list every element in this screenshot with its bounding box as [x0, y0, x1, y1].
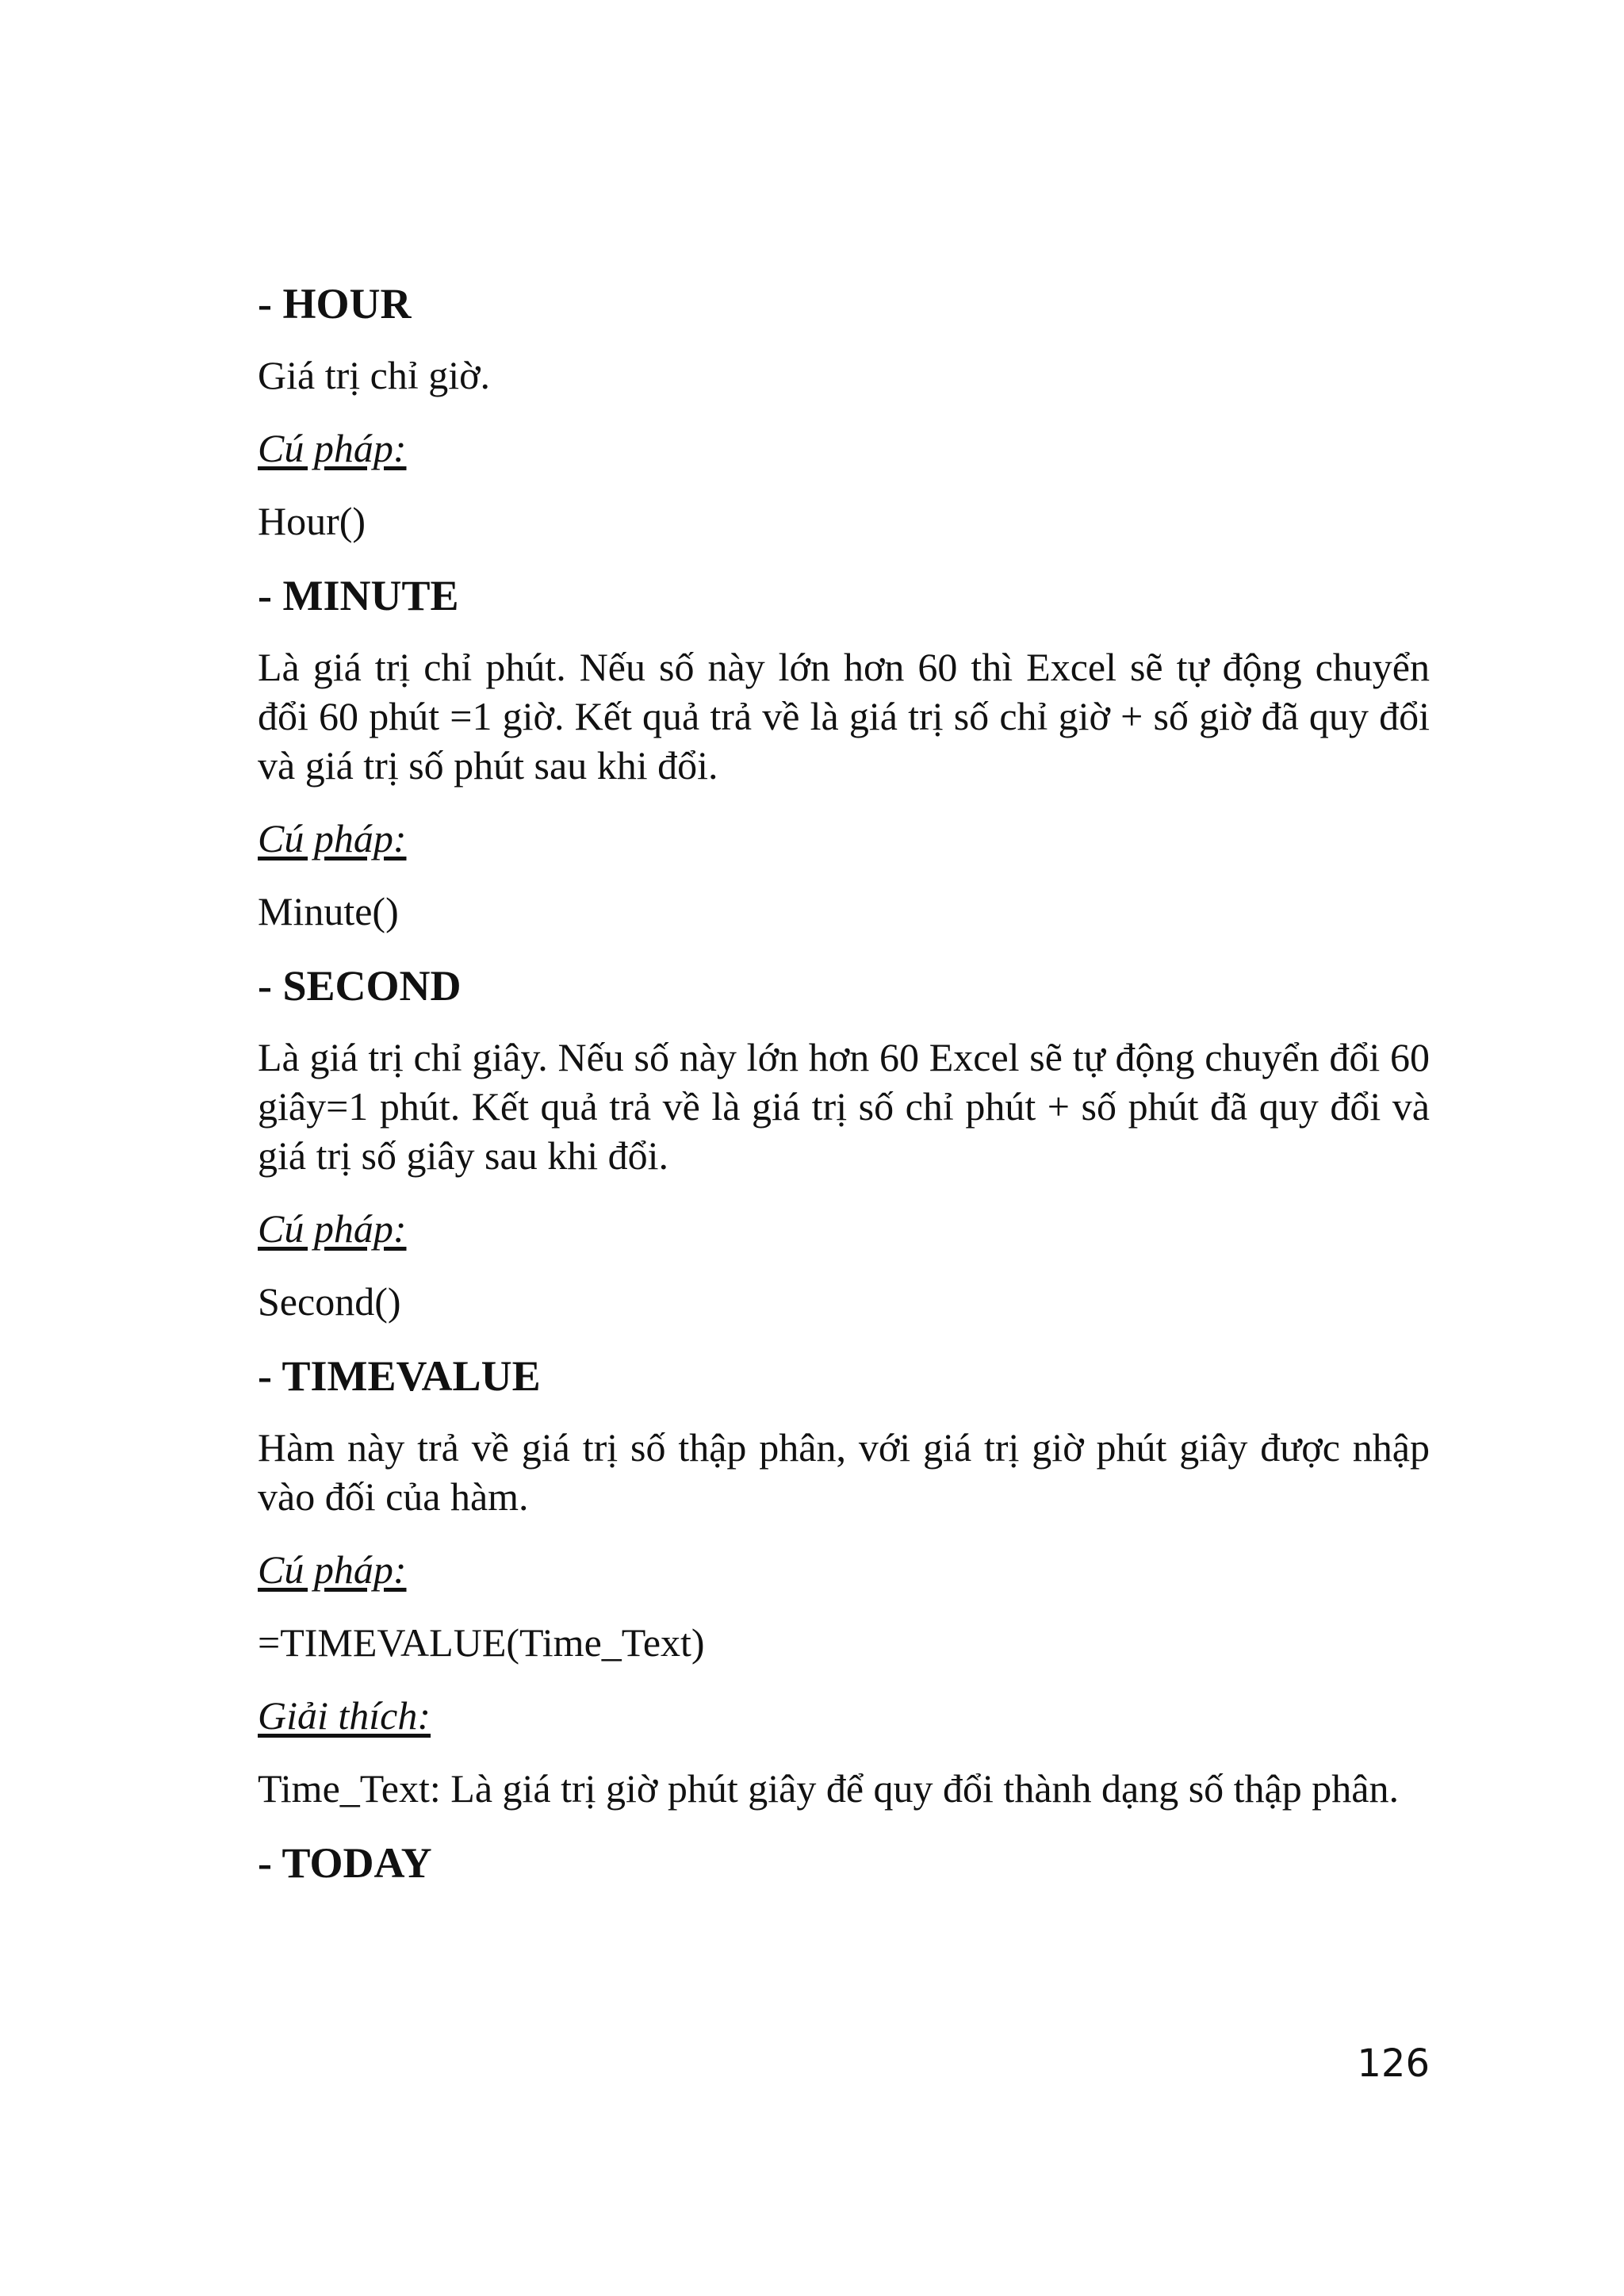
timevalue-syntax: =TIMEVALUE(Time_Text)	[258, 1620, 705, 1665]
second-syntax: Second()	[258, 1279, 401, 1324]
hour-description: Giá trị chỉ giờ.	[258, 353, 491, 397]
today-heading: - TODAY	[258, 1839, 432, 1887]
timevalue-explanation-label: Giải thích:	[258, 1693, 431, 1738]
timevalue-explanation: Time_Text: Là giá trị giờ phút giây để quy đổi thành dạng số thập phân.	[258, 1766, 1399, 1811]
page-content	[258, 278, 1430, 1910]
minute-syntax: Minute()	[258, 889, 399, 933]
hour-heading: - HOUR	[258, 280, 412, 328]
timevalue-syntax-label: Cú pháp:	[258, 1547, 407, 1592]
hour-syntax-label: Cú pháp:	[258, 426, 407, 470]
page-number: 126	[1357, 2041, 1430, 2086]
timevalue-description: Hàm này trả về giá trị số thập phân, với giá trị giờ phút giây được nhập vào đối của hàm.	[258, 1425, 1430, 1519]
minute-description: Là giá trị chỉ phút. Nếu số này lớn hơn 60 thì Excel sẽ tự động chuyển đổi 60 phút =1 giờ. Kết quả trả về là giá trị số chỉ giờ + số giờ đã quy đổi và giá trị số phút sau khi đổi.	[258, 645, 1430, 788]
minute-heading: - MINUTE	[258, 572, 459, 619]
hour-syntax: Hour()	[258, 499, 366, 543]
second-heading: - SECOND	[258, 962, 462, 1010]
second-syntax-label: Cú pháp:	[258, 1206, 407, 1251]
minute-syntax-label: Cú pháp:	[258, 816, 407, 861]
second-description: Là giá trị chỉ giây. Nếu số này lớn hơn 60 Excel sẽ tự động chuyển đổi 60 giây=1 phút. Kết quả trả về là giá trị số chỉ phút + số phút đã quy đổi và giá trị số giây sau khi đổi.	[258, 1035, 1430, 1178]
timevalue-heading: - TIMEVALUE	[258, 1352, 541, 1400]
